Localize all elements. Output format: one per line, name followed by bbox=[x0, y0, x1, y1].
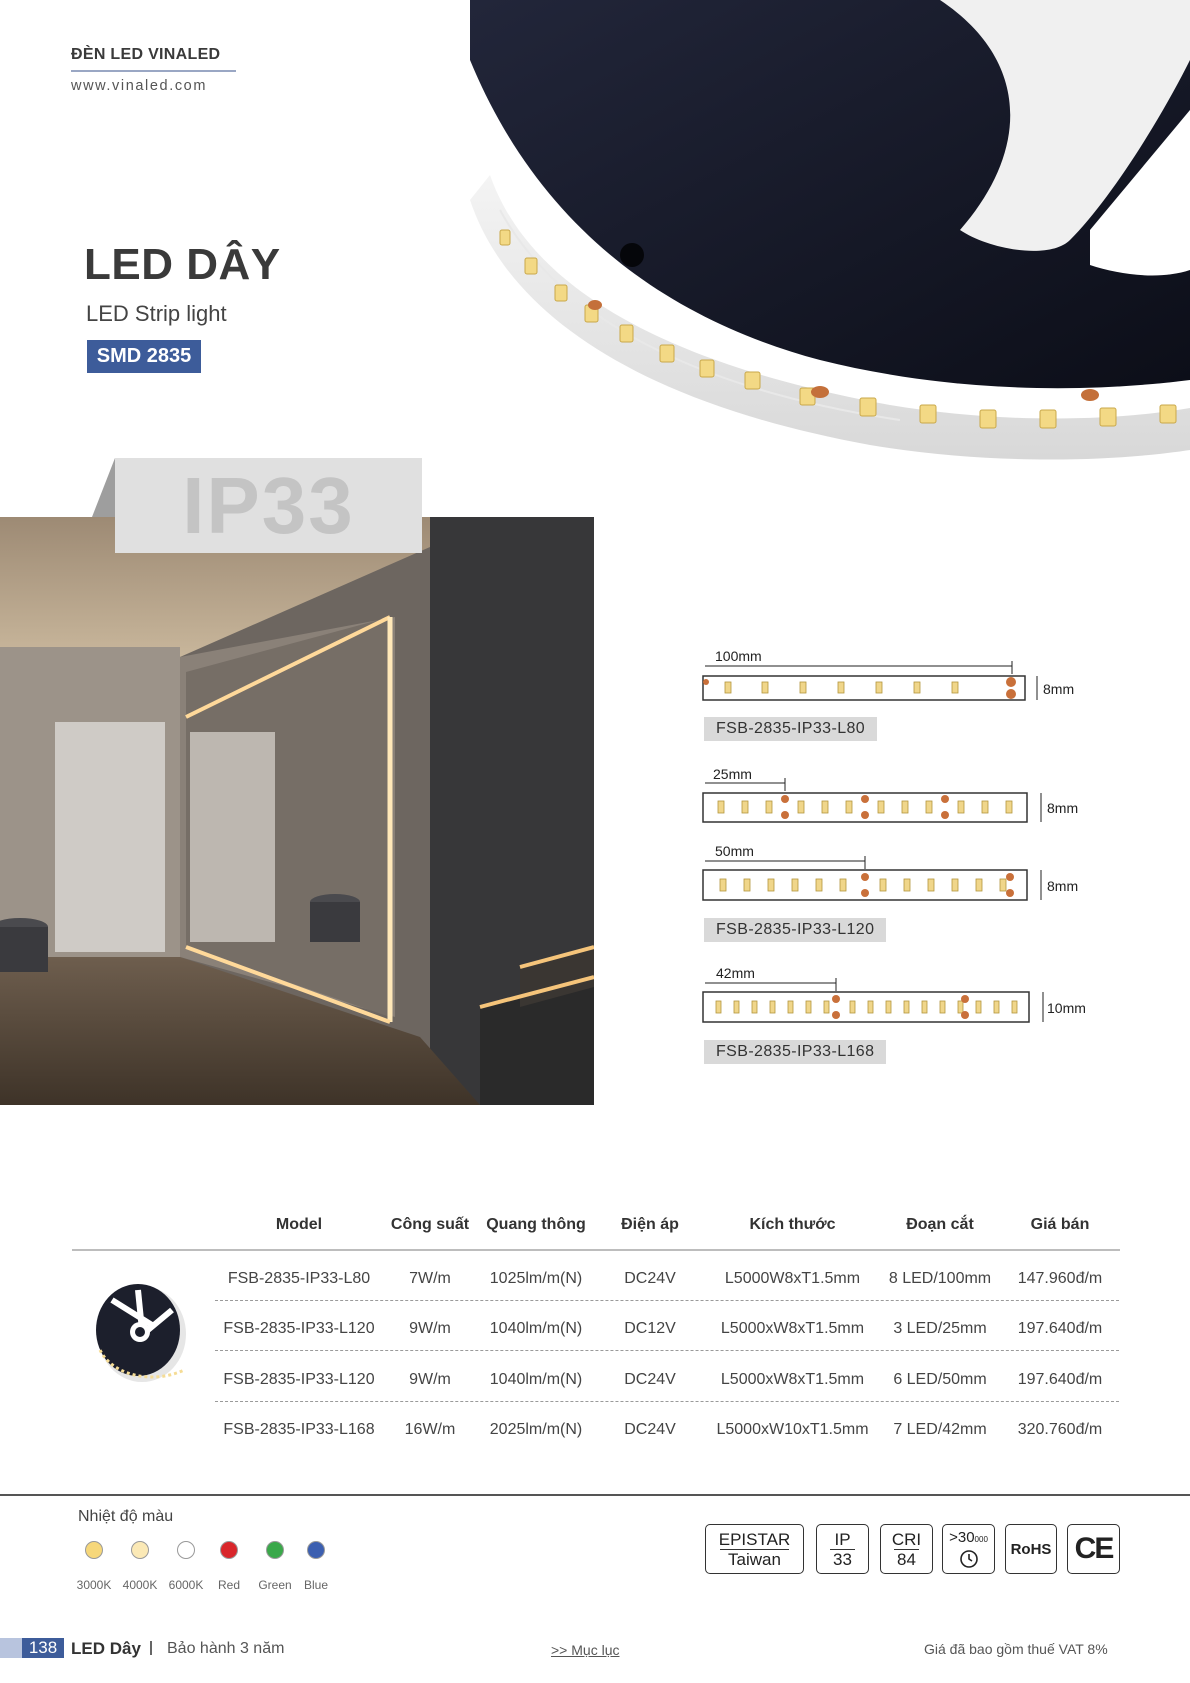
table-header-line bbox=[72, 1249, 1120, 1251]
strip-diagram-l168 bbox=[700, 977, 1080, 1025]
cell-model: FSB-2835-IP33-L120 bbox=[223, 1320, 375, 1337]
cell-cut: 7 LED/42mm bbox=[893, 1421, 987, 1438]
cell-voltage: DC12V bbox=[624, 1320, 676, 1337]
toc-link[interactable]: >> Mục lục bbox=[551, 1642, 620, 1658]
brand-name: ĐÈN LED VINALED bbox=[71, 46, 221, 63]
cell-price: 147.960đ/m bbox=[1017, 1270, 1103, 1287]
strip-diagram-l80 bbox=[700, 660, 1080, 708]
col-header-cut: Đoạn cắt bbox=[906, 1216, 974, 1233]
cell-power: 16W/m bbox=[404, 1421, 456, 1438]
cell-voltage: DC24V bbox=[624, 1371, 676, 1388]
cell-lumen: 1025lm/m(N) bbox=[489, 1270, 583, 1287]
color-swatch-label: Blue bbox=[303, 1578, 329, 1592]
strip-diagram-l120-24v bbox=[700, 855, 1080, 903]
table-row bbox=[215, 1411, 1120, 1459]
interior-photo bbox=[0, 517, 594, 1105]
section-divider bbox=[0, 1494, 1190, 1496]
footer-section: LED Dây bbox=[71, 1639, 141, 1658]
cri-badge-label: CRI bbox=[891, 1529, 922, 1549]
color-temp-title: Nhiệt độ màu bbox=[78, 1508, 174, 1525]
cell-size: L5000xW8xT1.5mm bbox=[720, 1320, 865, 1337]
lifetime-unit: 000 bbox=[974, 1534, 988, 1544]
ip-badge bbox=[816, 1524, 869, 1574]
model-label: FSB-2835-IP33-L80 bbox=[704, 717, 877, 741]
color-swatch bbox=[85, 1541, 103, 1559]
page-number-bar bbox=[0, 1638, 22, 1658]
lifetime-value: >30 bbox=[949, 1528, 975, 1546]
cell-power: 9W/m bbox=[409, 1371, 451, 1388]
dimension-width: 8mm bbox=[1043, 681, 1075, 697]
dimension-length: 42mm bbox=[716, 965, 755, 981]
cell-size: L5000W8xT1.5mm bbox=[724, 1270, 861, 1287]
footer-separator bbox=[150, 1641, 152, 1655]
cell-cut: 8 LED/100mm bbox=[888, 1270, 992, 1287]
chip-badge: SMD 2835 bbox=[87, 340, 201, 373]
row-divider bbox=[215, 1300, 1119, 1301]
cell-cut: 6 LED/50mm bbox=[893, 1371, 987, 1388]
col-header-size: Kích thước bbox=[749, 1216, 836, 1233]
cri-badge-value: 84 bbox=[894, 1549, 919, 1569]
color-swatch-label: 6000K bbox=[168, 1578, 204, 1592]
color-swatch bbox=[266, 1541, 284, 1559]
page-subtitle: LED Strip light bbox=[86, 301, 227, 326]
ip-rating-label: IP33 bbox=[182, 461, 355, 550]
ce-mark: CE bbox=[1074, 1532, 1113, 1565]
dimension-length: 100mm bbox=[715, 648, 762, 664]
ip-badge-label: IP bbox=[834, 1529, 851, 1549]
led-strip-reel-image bbox=[470, 0, 1190, 520]
lifetime-badge bbox=[942, 1524, 995, 1574]
color-swatch-label: 4000K bbox=[122, 1578, 158, 1592]
cell-size: L5000xW10xT1.5mm bbox=[716, 1421, 869, 1438]
cell-voltage: DC24V bbox=[624, 1421, 676, 1438]
cell-model: FSB-2835-IP33-L168 bbox=[223, 1421, 375, 1438]
cri-badge bbox=[880, 1524, 933, 1574]
website: www.vinaled.com bbox=[71, 78, 208, 94]
clock-icon bbox=[958, 1548, 980, 1570]
color-swatch bbox=[177, 1541, 195, 1559]
cell-lumen: 2025lm/m(N) bbox=[489, 1421, 583, 1438]
row-divider bbox=[215, 1401, 1119, 1402]
epistar-badge bbox=[705, 1524, 804, 1574]
model-label: FSB-2835-IP33-L168 bbox=[704, 1040, 886, 1064]
color-swatch bbox=[131, 1541, 149, 1559]
cell-size: L5000xW8xT1.5mm bbox=[720, 1371, 865, 1388]
col-header-lumen: Quang thông bbox=[486, 1216, 586, 1233]
ip-badge-value: 33 bbox=[830, 1549, 855, 1569]
row-divider bbox=[215, 1350, 1119, 1351]
color-swatch-label: Green bbox=[258, 1578, 292, 1592]
col-header-power: Công suất bbox=[390, 1216, 470, 1233]
cell-price: 197.640đ/m bbox=[1017, 1320, 1103, 1337]
page-number: 138 bbox=[22, 1638, 64, 1658]
vat-note: Giá đã bao gồm thuế VAT 8% bbox=[924, 1641, 1108, 1657]
rohs-badge bbox=[1005, 1524, 1057, 1574]
product-thumbnail bbox=[92, 1280, 188, 1384]
cell-price: 197.640đ/m bbox=[1017, 1371, 1103, 1388]
cell-power: 7W/m bbox=[409, 1270, 451, 1287]
col-header-model: Model bbox=[275, 1216, 323, 1233]
cell-model: FSB-2835-IP33-L80 bbox=[227, 1270, 371, 1287]
rohs-label: RoHS bbox=[1010, 1540, 1052, 1558]
dimension-width: 10mm bbox=[1047, 1000, 1086, 1016]
footer-warranty: Bảo hành 3 năm bbox=[167, 1640, 285, 1657]
model-label: FSB-2835-IP33-L120 bbox=[704, 918, 886, 942]
page-title: LED DÂY bbox=[84, 240, 281, 289]
epistar-label: EPISTAR bbox=[718, 1529, 791, 1549]
dimension-width: 8mm bbox=[1047, 878, 1079, 894]
cell-model: FSB-2835-IP33-L120 bbox=[223, 1371, 375, 1388]
cell-cut: 3 LED/25mm bbox=[893, 1320, 987, 1337]
col-header-voltage: Điện áp bbox=[621, 1216, 679, 1233]
cell-voltage: DC24V bbox=[624, 1270, 676, 1287]
cell-power: 9W/m bbox=[409, 1320, 451, 1337]
color-swatch bbox=[220, 1541, 238, 1559]
strip-diagram-l120-12v bbox=[700, 777, 1080, 825]
epistar-origin: Taiwan bbox=[720, 1549, 789, 1569]
color-swatch-label: 3000K bbox=[76, 1578, 112, 1592]
dimension-length: 50mm bbox=[715, 843, 754, 859]
color-swatch-label: Red bbox=[217, 1578, 240, 1592]
dimension-width: 8mm bbox=[1047, 800, 1079, 816]
cell-lumen: 1040lm/m(N) bbox=[489, 1371, 583, 1388]
lifetime-text bbox=[949, 1529, 988, 1548]
brand-underline bbox=[71, 70, 236, 72]
col-header-price: Giá bán bbox=[1030, 1216, 1090, 1233]
color-swatch bbox=[307, 1541, 325, 1559]
dimension-length: 25mm bbox=[713, 766, 752, 782]
ce-badge bbox=[1067, 1524, 1120, 1574]
cell-price: 320.760đ/m bbox=[1017, 1421, 1103, 1438]
cell-lumen: 1040lm/m(N) bbox=[489, 1320, 583, 1337]
